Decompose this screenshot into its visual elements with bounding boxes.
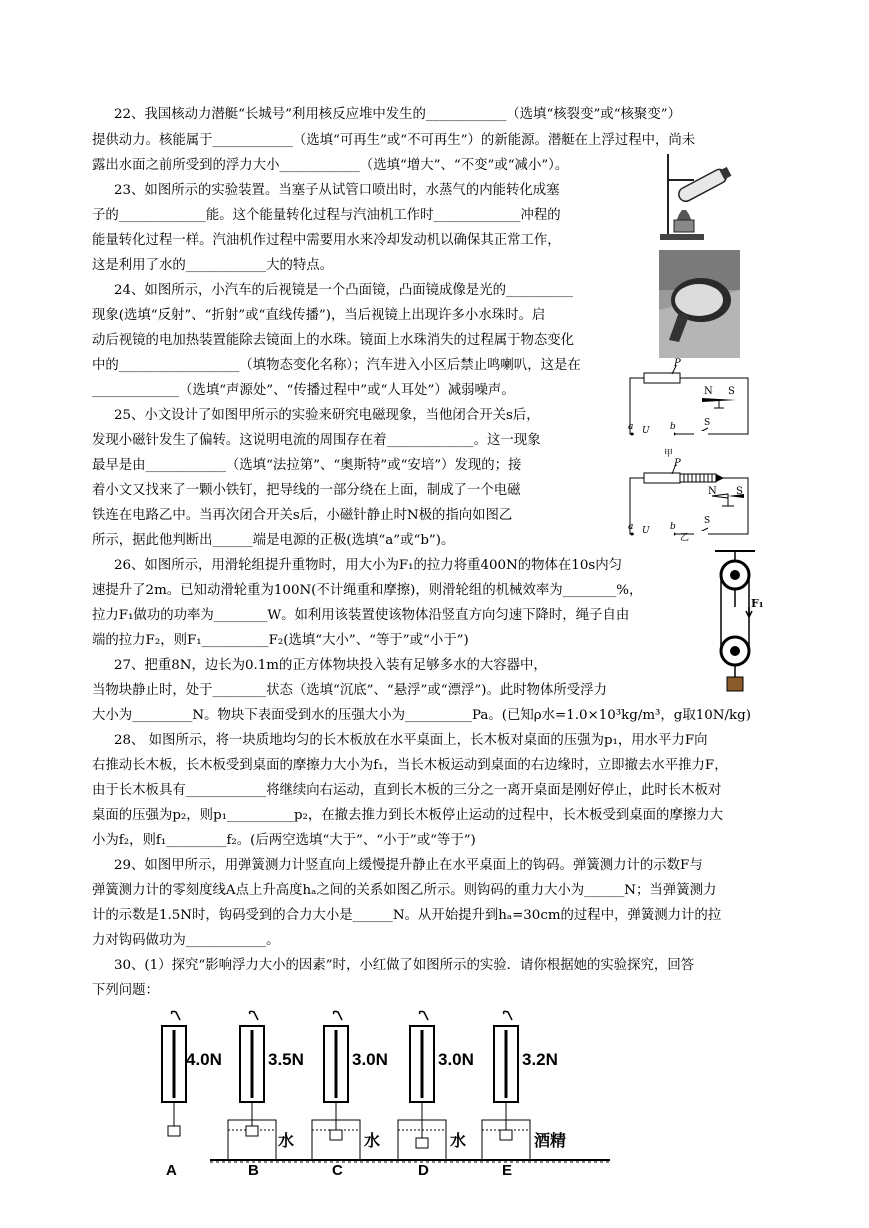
- q27-line-1: 27、把重8N，边长为0.1m的正方体物块投入装有足够多水的大容器中，: [114, 658, 547, 673]
- fig25-top-b-label: b: [670, 422, 676, 432]
- label-c: C: [332, 1162, 343, 1179]
- q22-line-2: 提供动力。核能属于____________（选填“可再生”或“不可再生”）的新能源。潜艇在上浮过程中，尚未: [92, 133, 696, 148]
- q22-line-1: 22、我国核动力潜艇“长城号”利用核反应堆中发生的____________（选填“核裂变”或“核聚变”）: [114, 107, 681, 122]
- fig25-yi-label: 乙: [680, 533, 690, 543]
- q28-line-1: 28、 如图所示，将一块质地均匀的长木板放在水平桌面上，长木板对桌面的压强为p₁，用水平力F向: [114, 733, 708, 748]
- reading-b: 3.5N: [268, 1050, 304, 1069]
- figure-24-car-mirror-photo: [659, 250, 740, 358]
- fig26-force-label: F₁: [751, 597, 764, 610]
- q26-line-4: 端的拉力F₂，则F₁__________F₂(选填“大小”、“等于”或“小于”): [92, 633, 469, 648]
- q29-line-4: 力对钩码做功为____________。: [92, 933, 280, 948]
- fig25-bot-p-label: P: [674, 458, 681, 469]
- fig25-bot-b-label: b: [670, 522, 676, 532]
- q23-line-3: 能量转化过程一样。汽油机作过程中需要用水来冷却发动机以确保其正常工作，: [92, 233, 561, 248]
- fig25-bot-n-label: N: [708, 486, 717, 497]
- q28-line-3: 由于长木板具有____________将继续向右运动，直到长木板的三分之一离开桌面是刚好停止，此时长木板对: [92, 783, 722, 798]
- fig25-bot-a-label: a: [628, 522, 634, 532]
- fig25-top-a-label: a: [628, 422, 634, 432]
- q23-line-2: 子的_____________能。这个能量转化过程与汽油机工作时_____________冲程的: [92, 208, 561, 223]
- label-b: B: [248, 1162, 259, 1179]
- q24-line-4: 中的__________________（填物态变化名称）；汽车进入小区后禁止鸣喇叭，这是在: [92, 358, 581, 373]
- q25-line-5: 铁连在电路乙中。当再次闭合开关s后，小磁针静止时N极的指向如图乙: [92, 508, 513, 523]
- q26-line-3: 拉力F₁做功的功率为________W。如利用该装置使该物体沿竖直方向匀速下降时，绳子自由: [92, 608, 630, 623]
- q23-line-4: 这是利用了水的____________大的特点。: [92, 258, 334, 273]
- fig25-top-switch-label: S: [704, 418, 711, 428]
- fig25-bot-switch-label: S: [704, 516, 711, 526]
- liquid-c: 水: [364, 1133, 381, 1150]
- q24-line-1: 24、如图所示，小汽车的后视镜是一个凸面镜，凸面镜成像是光的__________: [114, 283, 573, 298]
- q28-line-5: 小为f₂，则f₁_________f₂。(后两空选填“大于”、“小于”或“等于”): [92, 833, 476, 848]
- q25-line-2: 发现小磁针发生了偏转。这说明电流的周围存在着_____________。这一现象: [92, 433, 541, 448]
- q25-line-6: 所示，据此他判断出______端是电源的正极(选填“a”或“b”)。: [92, 533, 455, 548]
- q29-line-3: 计的示数是1.5N时，钩码受到的合力大小是______N。从开始提升到hₐ=30cm的过程中，弹簧测力计的拉: [92, 908, 722, 923]
- label-a: A: [166, 1162, 177, 1179]
- q27-line-3: 大小为_________N。物块下表面受到水的压强大小为__________Pa。(已知ρ水=1.0×10³kg/m³，g取10N/kg): [92, 708, 751, 723]
- fig25-top-s-label: S: [728, 386, 735, 397]
- q25-line-4: 着小文又找来了一颗小铁钉，把导线的一部分绕在上面，制成了一个电磁: [92, 483, 521, 498]
- fig25-top-n-label: N: [704, 386, 713, 397]
- fig25-bot-s-label: S: [736, 486, 743, 497]
- q30-line-1: 30、(1）探究“影响浮力大小的因素”时，小红做了如图所示的实验．请你根据她的实验探究，回答: [114, 958, 695, 973]
- q29-line-1: 29、如图甲所示，用弹簧测力计竖直向上缓慢提升静止在水平桌面上的钩码。弹簧测力计的示数F与: [114, 858, 703, 873]
- q24-line-2: 现象(选填“反射”、“折射”或“直线传播”)，当后视镜上出现许多小水珠时。启: [92, 308, 546, 323]
- reading-d: 3.0N: [438, 1050, 474, 1069]
- q29-line-2: 弹簧测力计的零刻度线A点上升高度hₐ之间的关系如图乙所示。则钩码的重力大小为______N；当弹簧测力: [92, 883, 717, 898]
- q25-line-3: 最早是由____________（选填“法拉第”、“奥斯特”或“安培”）发现的；接: [92, 458, 522, 473]
- q23-line-1: 23、如图所示的实验装置。当塞子从试管口喷出时，水蒸气的内能转化成塞: [114, 183, 560, 198]
- q27-line-2: 当物块静止时，处于________状态（选填“沉底”、“悬浮”或“漂浮”)。此时物体所受浮力: [92, 683, 607, 698]
- q28-line-2: 右推动长木板，长木板受到桌面的摩擦力大小为f₁，当长木板运动到桌面的右边缘时，立即撤去水平推力F，: [92, 758, 728, 773]
- q28-line-4: 桌面的压强为p₂，则p₁__________p₂，在撤去推力到长木板停止运动的过程中，长木板受到桌面的摩擦力大: [92, 808, 724, 823]
- q25-line-1: 25、小文设计了如图甲所示的实验来研究电磁现象，当他闭合开关s后，: [114, 408, 540, 423]
- q30-line-2: 下列问题：: [92, 983, 159, 998]
- liquid-b: 水: [278, 1133, 295, 1150]
- q26-line-2: 速提升了2m。已知动滑轮重为100N(不计绳重和摩擦)，则滑轮组的机械效率为________%，: [92, 583, 643, 598]
- liquid-d: 水: [450, 1133, 467, 1150]
- figure-25-circuits: [624, 358, 754, 543]
- label-e: E: [502, 1162, 513, 1179]
- label-d: D: [418, 1162, 429, 1179]
- q24-line-5: _____________（选填“声源处”、“传播过程中”或“人耳处”）减弱噪声。: [92, 383, 515, 398]
- liquid-e: 酒精: [534, 1133, 567, 1150]
- reading-c: 3.0N: [352, 1050, 388, 1069]
- reading-a: 4.0N: [186, 1050, 222, 1069]
- fig25-bot-u-label: U: [642, 526, 650, 536]
- q24-line-3: 动后视镜的电加热装置能除去镜面上的水珠。镜面上水珠消失的过程属于物态变化: [92, 333, 575, 348]
- figure-26-pulley-system: [705, 547, 765, 697]
- fig25-top-u-label: U: [642, 426, 650, 436]
- figure-30-buoyancy-experiment: [150, 1010, 610, 1185]
- figure-23-test-tube-apparatus: [656, 150, 734, 242]
- q22-line-3: 露出水面之前所受到的浮力大小____________（选填“增大”、“不变”或“减小”）。: [92, 158, 569, 173]
- reading-e: 3.2N: [522, 1050, 558, 1069]
- fig25-jia-label: 甲: [664, 449, 674, 459]
- q26-line-1: 26、如图所示，用滑轮组提升重物时，用大小为F₁的拉力将重400N的物体在10s内匀: [114, 558, 622, 573]
- fig25-top-p-label: P: [674, 358, 681, 369]
